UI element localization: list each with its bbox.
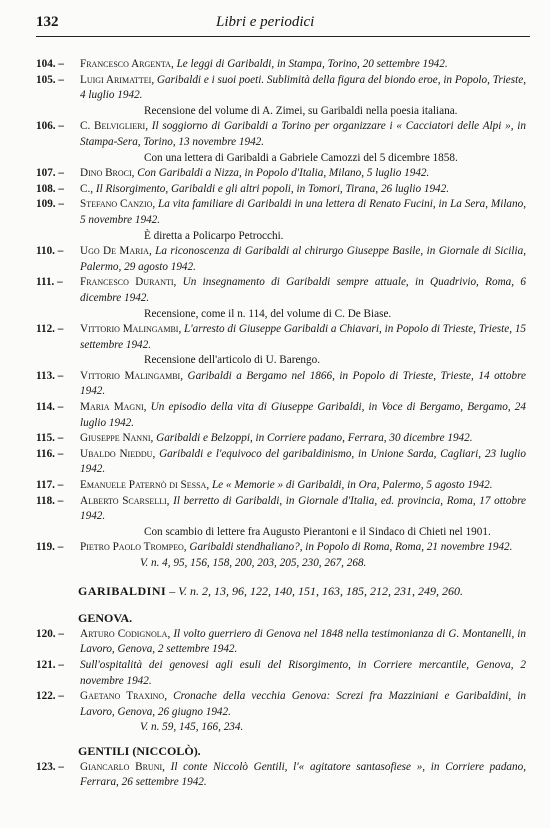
entry-number: 123. – (36, 760, 64, 773)
entry-text (80, 540, 526, 556)
bibliography-entry (36, 73, 526, 120)
entry-citation: , Garibaldi e l'equivoco del garibaldinismo, in Unione Sarda, Cagliari, 23 luglio 1942. (80, 447, 526, 476)
entry-author: Gaetano Traxino (80, 690, 165, 703)
entry-text (80, 760, 526, 791)
page-header (36, 14, 530, 37)
entry-author: C. (80, 182, 91, 195)
page-number: 132 (36, 14, 59, 30)
entry-number: 112. – (36, 323, 64, 336)
entry-citation: , Un insegnamento di Garibaldi sempre attuale, in Quadrivio, Roma, 6 dicembre 1942. (80, 276, 526, 304)
entry-number: 122. – (36, 690, 64, 703)
entry-citation: , La vita familiare di Garibaldi in una lettera di Renato Fucini, in La Sera, Milano, 5 novembre 1942. (80, 198, 527, 226)
entry-author: Ugo De Maria (80, 245, 149, 258)
entry-author: Ubaldo Nieddu (80, 447, 153, 460)
entry-note: È diretta a Policarpo Petrocchi. (144, 229, 284, 242)
entries-main (36, 57, 526, 572)
garibaldini-refs: – V. n. 2, 13, 96, 122, 140, 151, 163, 185, 212, 231, 249, 260. (166, 583, 463, 598)
entry-citation: , Un episodio della vita di Giuseppe Garibaldi, in Voce di Bergamo, Bergamo, 24 luglio 1942. (80, 401, 526, 429)
entry-text (80, 447, 526, 478)
entry-text (80, 478, 526, 494)
entry-author: Giuseppe Nanni (80, 432, 151, 445)
section-heading-genova: GENOVA. (78, 611, 133, 626)
bibliography-entry (36, 197, 526, 244)
entry-note: Con scambio di lettere fra Augusto Pierantoni e il Sindaco di Chieti nel 1901. (144, 525, 491, 538)
entry-citation: , Garibaldi e Belzoppi, in Corriere padano, Ferrara, 30 dicembre 1942. (150, 432, 473, 445)
garibaldini-crossref (36, 584, 526, 600)
entry-number: 110. – (36, 245, 64, 258)
entry-crossrefs: V. n. 59, 145, 166, 234. (140, 721, 244, 734)
entry-text (80, 689, 526, 720)
entry-author: Dino Broci (80, 167, 132, 180)
entry-author: C. Belviglieri (80, 120, 146, 133)
entry-number: 116. – (36, 447, 64, 460)
bibliography-entry (36, 57, 526, 73)
entry-text (80, 400, 526, 431)
entry-author: Francesco Duranti (80, 276, 174, 289)
bibliography-entry (36, 540, 526, 571)
bibliography-entry (36, 275, 526, 322)
entry-author: Francesco Argenta (80, 58, 171, 70)
entry-crossrefs: V. n. 4, 95, 156, 158, 200, 203, 205, 230, 267, 268. (140, 557, 367, 569)
entry-number: 118. – (36, 494, 64, 507)
entry-number: 114. – (36, 401, 64, 414)
entry-number: 108. – (36, 182, 64, 195)
entry-text (80, 431, 526, 447)
bibliography-entry (36, 400, 526, 431)
entry-text (80, 119, 526, 150)
entry-text (80, 627, 526, 658)
entry-citation: , Garibaldi e i suoi poeti. Sublimità della figura del biondo eroe, in Popolo, Trieste, 4 luglio 1942. (80, 73, 526, 102)
entry-citation: , Cronache della vecchia Genova: Screzi fra Mazziniani e Garibaldini, in Lavoro, Genova, 26 giugno 1942. (80, 690, 526, 718)
entry-number: 104. – (36, 58, 64, 70)
bibliography-entry (36, 627, 526, 658)
bibliography-entry (36, 760, 526, 791)
entry-number: 111. – (36, 276, 63, 289)
entry-note: Recensione, come il n. 114, del volume di C. De Biase. (144, 307, 392, 320)
entry-note: Recensione dell'articolo di U. Barengo. (144, 354, 320, 367)
bibliography-entry (36, 431, 526, 447)
bibliography-entry (36, 478, 526, 494)
entry-author: Vittorio Malingambi (80, 369, 181, 382)
entry-number: 109. – (36, 198, 64, 211)
bibliography-entry (36, 166, 526, 182)
bibliography-entry (36, 494, 526, 541)
bibliography-entry (36, 244, 526, 275)
bibliography-entry (36, 689, 526, 736)
entry-note: Con una lettera di Garibaldi a Gabriele Camozzi del 5 dicembre 1858. (144, 151, 458, 164)
entry-text (80, 322, 526, 353)
entry-citation: , Le leggi di Garibaldi, in Stampa, Torino, 20 settembre 1942. (170, 58, 448, 70)
entry-author: Alberto Scarselli (80, 494, 167, 507)
entry-text (80, 244, 526, 275)
entry-text (80, 369, 526, 400)
entry-number: 121. – (36, 658, 64, 671)
entry-citation: , Le « Memorie » di Garibaldi, in Ora, Palermo, 5 agosto 1942. (206, 479, 493, 492)
bibliography-entry (36, 322, 526, 369)
entry-citation: Sull'ospitalità dei genovesi agli esuli del Risorgimento, in Corriere mercantile, Genova, 2 novembre 1942. (80, 658, 526, 687)
entry-text (80, 73, 526, 104)
entry-text (80, 275, 526, 306)
entry-number: 119. – (36, 541, 64, 554)
entry-number: 105. – (36, 73, 64, 86)
bibliography-entry (36, 447, 526, 478)
entry-citation: , Il Risorgimento, Garibaldi e gli altri popoli, in Tomori, Tirana, 26 luglio 1942. (90, 182, 450, 195)
entry-author: Arturo Codignola (80, 627, 168, 640)
entry-text (80, 182, 526, 198)
bibliography-entry (36, 119, 526, 166)
entry-citation: , Il soggiorno di Garibaldi a Torino per organizzare i « Cacciatori delle Alpi », in Stampa-Sera, Torino, 13 novembre 1942. (80, 120, 526, 148)
entry-author: Giancarlo Bruni (80, 760, 163, 773)
entry-citation: , Il volto guerriero di Genova nel 1848 nella testimonianza di G. Montanelli, in Lavoro, Genova, 2 settembre 1942. (80, 627, 527, 656)
garibaldini-label: GARIBALDINI (78, 583, 167, 598)
entry-author: Pietro Paolo Trompeo (80, 541, 184, 554)
entry-number: 106. – (36, 120, 64, 133)
bibliography-entry (36, 658, 526, 689)
entry-number: 113. – (36, 369, 64, 382)
entry-number: 120. – (36, 627, 64, 640)
entries-gentili (36, 760, 526, 791)
entry-citation: , L'arresto di Giuseppe Garibaldi a Chiavari, in Popolo di Trieste, Trieste, 15 settembre 1942. (80, 323, 527, 351)
running-title: Libri e periodici (216, 14, 315, 30)
entry-author: Vittorio Malingambi (80, 323, 179, 336)
section-heading-gentili: GENTILI (NICCOLÒ). (78, 743, 201, 758)
entry-citation: , Garibaldi a Bergamo nel 1866, in Popolo di Trieste, Trieste, 14 ottobre 1942. (80, 369, 526, 398)
entry-citation: , Il berretto di Garibaldi, in Giornale d'Italia, ed. provincia, Roma, 17 ottobre 1942. (80, 494, 526, 523)
entry-number: 107. – (36, 167, 64, 180)
entry-number: 115. – (36, 432, 64, 445)
entry-citation: , La riconoscenza di Garibaldi al chirurgo Giuseppe Basile, in Giornale di Sicilia, Palermo, 29 agosto 1942. (80, 245, 527, 273)
entry-number: 117. – (36, 479, 64, 492)
entry-citation: , Garibaldi stendhaliano?, in Popolo di Roma, Roma, 21 novembre 1942. (183, 541, 513, 554)
entry-text (80, 197, 526, 228)
entry-note: Recensione del volume di A. Zimei, su Garibaldi nella poesia italiana. (144, 104, 458, 117)
bibliography-entry (36, 182, 526, 198)
entry-author: Luigi Arimattei (80, 73, 152, 86)
entry-author: Maria Magni (80, 401, 144, 414)
entries-genova (36, 627, 526, 736)
bibliography-entry (36, 369, 526, 400)
entry-text (80, 57, 526, 73)
entry-author: Emanuele Paternò di Sessa (80, 479, 207, 492)
entry-text (80, 166, 526, 182)
entry-citation: , Il conte Niccolò Gentili, l'« agitatore santasofiese », in Corriere padano, Ferrara, 26 settembre 1942. (80, 760, 526, 789)
entry-citation: , Con Garibaldi a Nizza, in Popolo d'Italia, Milano, 5 luglio 1942. (131, 167, 430, 180)
entry-text (80, 658, 526, 689)
entry-text (80, 494, 526, 525)
bibliography-list (36, 57, 526, 791)
entry-author: Stefano Canzio (80, 198, 153, 211)
